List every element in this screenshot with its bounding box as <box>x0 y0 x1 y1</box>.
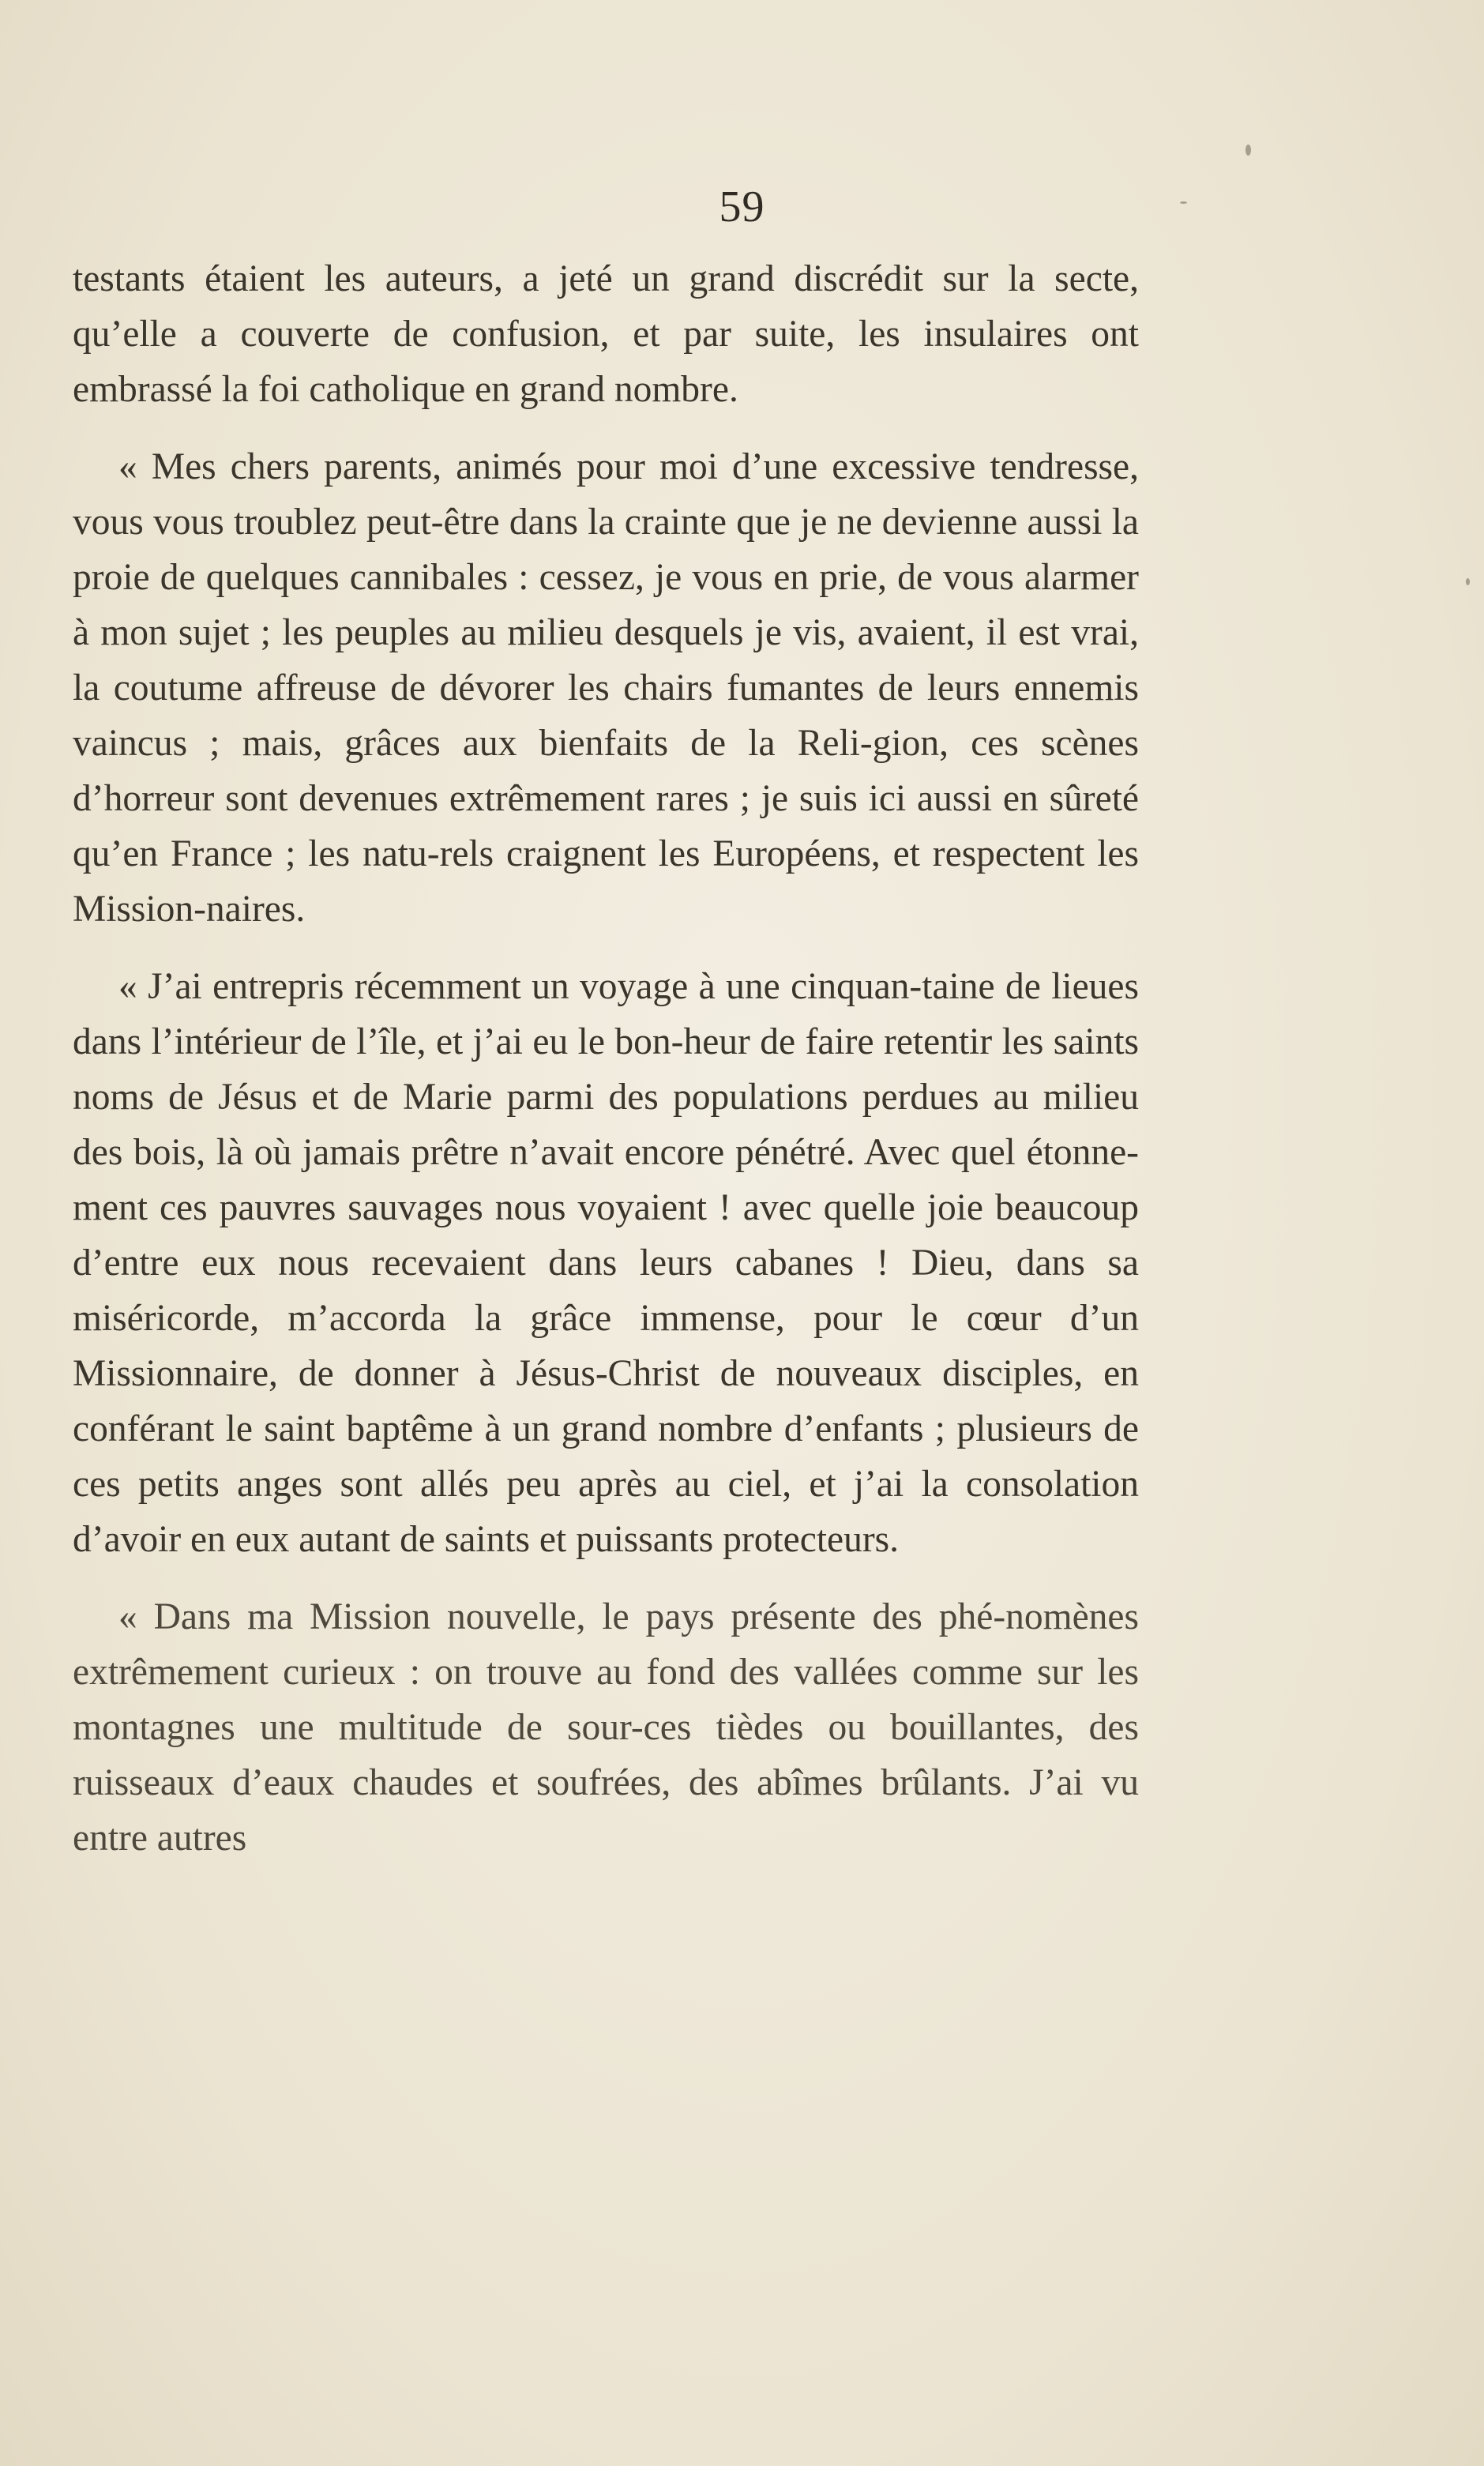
paragraph-3: « J’ai entrepris récemment un voyage à une cinquan-taine de lieues dans l’intérieur de l’île, et j’ai eu le bon-heur de faire retentir les saints noms de Jésus et de Marie parmi des populations perdues au milieu des bois, là où jamais prêtre n’avait encore pénétré. Avec quel étonne-ment ces pauvres sauvages nous voyaient ! avec quelle joie beaucoup d’entre eux nous recevaient dans leurs cabanes ! Dieu, dans sa miséricorde, m’accorda la grâce immense, pour le cœur d’un Missionnaire, de donner à Jésus-Christ de nouveaux disciples, en conférant le saint baptême à un grand nombre d’enfants ; plusieurs de ces petits anges sont allés peu après au ciel, et j’ai la consolation d’avoir en eux autant de saints et puissants protecteurs. <box>73 966 1139 1560</box>
ink-speck <box>1180 201 1187 204</box>
page-number: 59 <box>719 182 765 231</box>
ink-speck <box>1245 145 1251 156</box>
ink-speck <box>1466 578 1470 585</box>
body-text <box>73 251 1139 1888</box>
paragraph-2: « Mes chers parents, animés pour moi d’une excessive tendresse, vous vous troublez peut-être dans la crainte que je ne devienne aussi la proie de quelques cannibales : cessez, je vous en prie, de vous alarmer à mon sujet ; les peuples au milieu desquels je vis, avaient, il est vrai, la coutume affreuse de dévorer les chairs fumantes de leurs ennemis vaincus ; mais, grâces aux bienfaits de la Reli-gion, ces scènes d’horreur sont devenues extrêmement rares ; je suis ici aussi en sûreté qu’en France ; les natu-rels craignent les Européens, et respectent les Mission-naires. <box>73 446 1139 930</box>
paragraph-4: « Dans ma Mission nouvelle, le pays présente des phé-nomènes extrêmement curieux : on trouve au fond des vallées comme sur les montagnes une multitude de sour-ces tièdes ou bouillantes, des ruisseaux d’eaux chaudes et soufrées, des abîmes brûlants. J’ai vu entre autres <box>73 1596 1139 1859</box>
paragraph-1: testants étaient les auteurs, a jeté un grand discrédit sur la secte, qu’elle a couverte de confusion, et par suite, les insulaires ont embrassé la foi catholique en grand nombre. <box>73 258 1139 410</box>
